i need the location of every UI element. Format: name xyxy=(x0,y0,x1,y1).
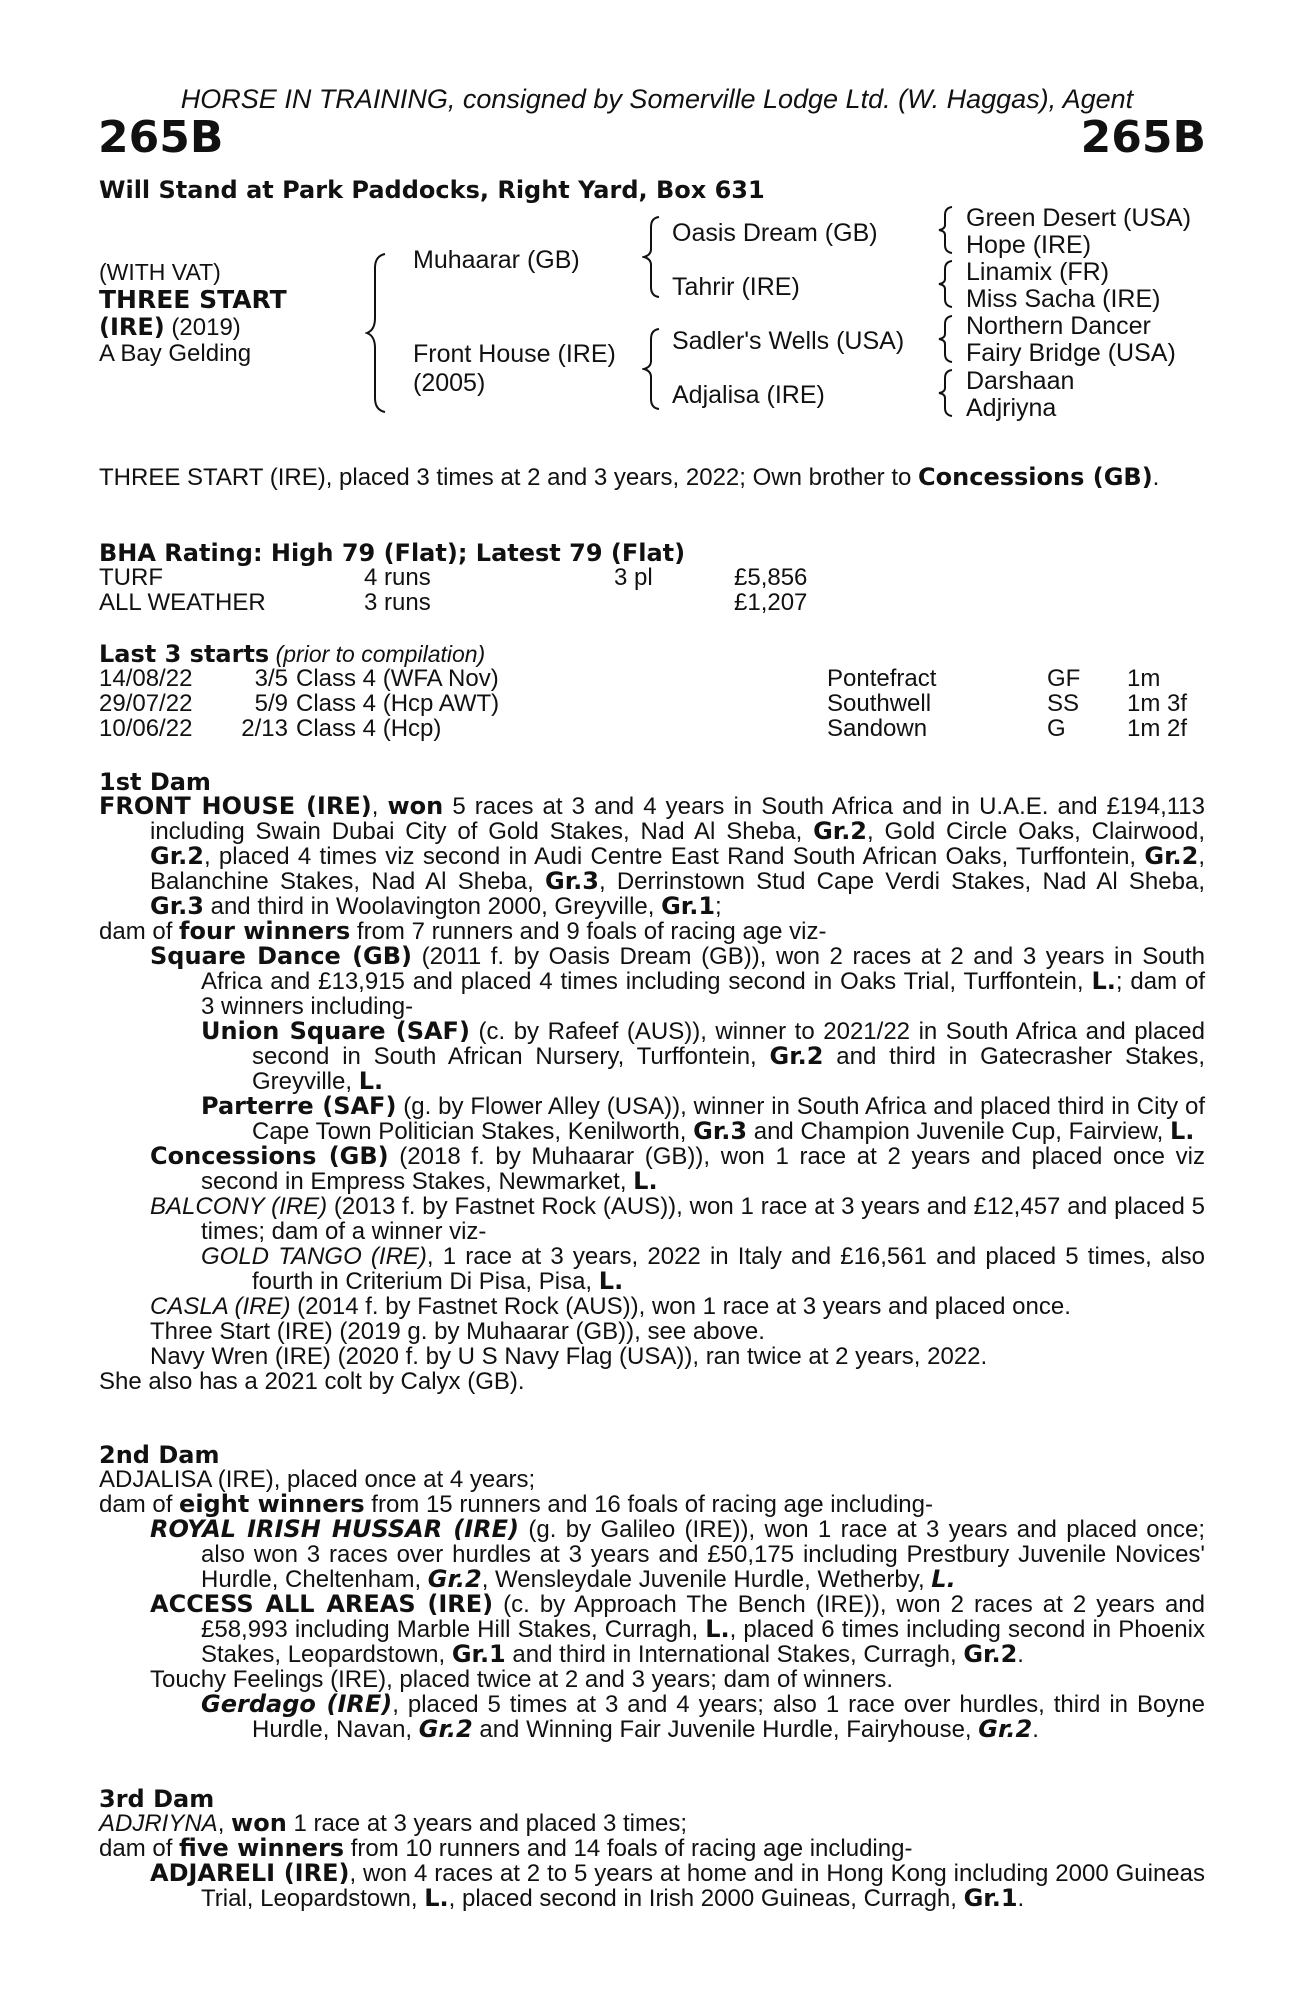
text-run: FRONT HOUSE (IRE) xyxy=(99,792,372,820)
text-run: BALCONY (IRE) xyxy=(150,1193,328,1220)
rating-row xyxy=(99,565,854,590)
third-dam-produce xyxy=(99,1836,1205,1861)
text-run: L. xyxy=(1091,967,1116,995)
progeny-adjareli xyxy=(99,1861,1205,1911)
text-run: won xyxy=(231,1809,287,1837)
second-dam-record xyxy=(99,1467,1205,1492)
text-run: ADJRIYNA xyxy=(99,1810,218,1837)
text-run: Gr.2 xyxy=(978,1715,1033,1743)
pedigree-brace-ds xyxy=(937,314,955,364)
third-dam-section xyxy=(99,1811,1205,1911)
start-going: SS xyxy=(1047,690,1080,717)
progeny-royal-irish-hussar xyxy=(99,1517,1205,1592)
first-dam-record xyxy=(99,794,1205,919)
start-pos: 3/5 xyxy=(254,665,288,692)
text-run: (g. by Flower Alley (USA)), winner in South Africa and placed third in City of Cape Town Politician Stakes, Kenilworth, xyxy=(252,1093,1205,1145)
text-run: L. xyxy=(705,1615,730,1643)
pedigree-dam-sire: Sadler's Wells (USA) xyxy=(672,327,905,355)
text-run: Gr.2 xyxy=(813,817,868,845)
text-run: , placed 4 times viz second in Audi Centre East Rand South African Oaks, Turffontein, xyxy=(203,843,1145,870)
start-cls: Class 4 (WFA Nov) xyxy=(296,665,499,692)
text-run: L. xyxy=(598,1267,624,1295)
text-run: , 1 race at 3 years, 2022 in Italy and £16,561 and placed 5 times, also fourth in Criterium Di Pisa, Pisa, xyxy=(252,1243,1205,1295)
horse-origin-year: (IRE) (2019) xyxy=(99,313,241,341)
start-dist: 1m 3f xyxy=(1127,690,1188,717)
pedigree-brace-main xyxy=(365,252,389,414)
pedigree-dam: Front House (IRE) xyxy=(413,340,616,368)
text-run: . xyxy=(1032,1716,1039,1743)
text-run: Gr.2 xyxy=(769,1042,824,1070)
horse-name: THREE START xyxy=(99,285,287,314)
pedigree-dam-year: (2005) xyxy=(413,369,486,397)
start-date: 14/08/22 xyxy=(99,665,193,692)
rating-placed xyxy=(614,590,734,615)
start-row xyxy=(99,691,1207,716)
rating-runs: 3 runs xyxy=(364,589,431,616)
text-run: and third in Gatecrasher Stakes, Greyville, xyxy=(252,1043,1205,1095)
rating-surface: ALL WEATHER xyxy=(99,589,266,616)
text-run: , placed 5 times at 3 and 4 years; also 1 race over hurdles, third in Boyne Hurdle, Navan, xyxy=(252,1691,1205,1743)
text-run: won xyxy=(387,792,444,820)
start-dist: 1m xyxy=(1127,665,1161,692)
text-run: four winners xyxy=(179,917,351,945)
text-run: CASLA (IRE) xyxy=(150,1293,291,1320)
text-run: L. xyxy=(1169,1117,1195,1145)
pedigree-brace-dam xyxy=(642,327,662,411)
text-run: Square Dance (GB) xyxy=(150,942,413,970)
progeny-navy-wren xyxy=(99,1344,1205,1369)
text-run: (g. by Galileo (IRE)), won 1 race at 3 years and placed once; also won 3 races over hurdles at 3 years and £50,175 including Prestbury Juvenile Novices' Hurdle, Cheltenham, xyxy=(201,1516,1205,1593)
text-run: (2013 f. by Fastnet Rock (AUS)), won 1 race at 3 years and £12,457 and placed 5 times; dam of a winner viz- xyxy=(201,1193,1205,1245)
progeny-concessions xyxy=(99,1144,1205,1194)
text-run: ; xyxy=(715,893,722,920)
pedigree-sdd: Miss Sacha (IRE) xyxy=(966,285,1161,313)
text-run: from 10 runners and 14 foals of racing age including- xyxy=(344,1835,913,1862)
pedigree-brace-dd xyxy=(937,368,955,418)
text-run: 1 race at 3 years and placed 3 times; xyxy=(286,1810,687,1837)
text-run: Gr.1 xyxy=(451,1640,506,1668)
text-run: GOLD TANGO (IRE) xyxy=(201,1243,427,1270)
pedigree-sire: Muhaarar (GB) xyxy=(413,246,580,274)
text-run: L. xyxy=(633,1167,658,1195)
start-row xyxy=(99,666,1207,691)
rating-runs: 4 runs xyxy=(364,564,431,591)
text-run: Gr.3 xyxy=(545,867,599,895)
text-run: . xyxy=(1017,1885,1025,1912)
first-dam-produce xyxy=(99,919,1205,944)
text-run: and Winning Fair Juvenile Hurdle, Fairyhouse, xyxy=(472,1716,979,1743)
pedigree-sire-dam: Tahrir (IRE) xyxy=(672,273,800,301)
text-run: Gerdago (IRE) xyxy=(201,1690,393,1718)
last-starts-title: Last 3 starts (prior to compilation) xyxy=(99,640,486,668)
text-run: . xyxy=(1017,1641,1024,1668)
text-run: She also has a 2021 colt by Calyx (GB). xyxy=(99,1368,525,1395)
first-dam-title: 1st Dam xyxy=(99,768,211,796)
text-run: Navy Wren (IRE) (2020 f. by U S Navy Flag (USA)), ran twice at 2 years, 2022. xyxy=(150,1343,988,1370)
text-run: , Balanchine Stakes, Nad Al Sheba, xyxy=(150,843,1205,895)
start-dist: 1m 2f xyxy=(1127,715,1188,742)
start-cls: Class 4 (Hcp AWT) xyxy=(296,690,500,717)
pedigree-brace-sire xyxy=(642,215,662,299)
text-run: Union Square (SAF) xyxy=(201,1017,470,1045)
rating-money: £5,856 xyxy=(734,564,808,591)
progeny-parterre xyxy=(99,1094,1205,1144)
text-run: Gr.2 xyxy=(1144,842,1199,870)
text-run: Gr.2 xyxy=(963,1640,1018,1668)
text-run: ADJALISA (IRE), placed once at 4 years; xyxy=(99,1466,536,1493)
text-run: Gr.2 xyxy=(150,842,204,870)
start-date: 10/06/22 xyxy=(99,715,193,742)
text-run: Three Start (IRE) (2019 g. by Muhaarar (GB)), see above. xyxy=(150,1318,765,1345)
pedigree-brace-sd xyxy=(937,259,955,309)
second-dam-section xyxy=(99,1467,1205,1742)
start-date: 29/07/22 xyxy=(99,690,193,717)
text-run: ROYAL IRISH HUSSAR (IRE) xyxy=(150,1515,520,1543)
text-run: ; dam of 3 winners including- xyxy=(201,968,1205,1020)
vat-note: (WITH VAT) xyxy=(99,259,221,285)
text-run: five winners xyxy=(179,1834,345,1862)
progeny-access-all-areas xyxy=(99,1592,1205,1667)
text-run: ADJARELI (IRE) xyxy=(150,1859,350,1887)
text-run: , Gold Circle Oaks, Clairwood, xyxy=(867,818,1206,845)
text-run: Parterre (SAF) xyxy=(201,1092,397,1120)
progeny-gerdago xyxy=(99,1692,1205,1742)
text-run: (c. by Approach The Bench (IRE)), won 2 races at 2 years and £58,993 including Marble Hill Stakes, Curragh, xyxy=(201,1591,1206,1643)
pedigree-dds: Darshaan xyxy=(966,367,1075,395)
text-run: dam of xyxy=(99,1491,180,1518)
start-course: Pontefract xyxy=(827,665,937,692)
lot-number-left: 265B xyxy=(98,112,224,163)
pedigree-sss: Green Desert (USA) xyxy=(966,204,1192,232)
horse-description: A Bay Gelding xyxy=(99,340,252,367)
progeny-touchy-feelings xyxy=(99,1667,1205,1692)
start-course: Southwell xyxy=(827,690,932,717)
text-run: , xyxy=(217,1810,232,1837)
text-run: and Champion Juvenile Cup, Fairview, xyxy=(747,1118,1170,1145)
text-run: (2011 f. by Oasis Dream (GB)), won 2 races at 2 and 3 years in South Africa and £13,915 and placed 4 times including second in Oaks Trial, Turffontein, xyxy=(201,943,1205,995)
text-run: Touchy Feelings (IRE), placed twice at 2 and 3 years; dam of winners. xyxy=(150,1666,894,1693)
second-dam-produce xyxy=(99,1492,1205,1517)
start-pos: 2/13 xyxy=(241,715,288,742)
text-run: from 7 runners and 9 foals of racing age viz- xyxy=(350,918,827,945)
text-run: Gr.2 xyxy=(418,1715,473,1743)
pedigree-sire-sire: Oasis Dream (GB) xyxy=(672,219,878,247)
progeny-balcony xyxy=(99,1194,1205,1244)
pedigree-dam-dam: Adjalisa (IRE) xyxy=(672,381,825,409)
text-run: , Derrinstown Stud Cape Verdi Stakes, Nad Al Sheba, xyxy=(598,868,1205,895)
text-run: Concessions (GB) xyxy=(150,1142,389,1170)
third-dam-title: 3rd Dam xyxy=(99,1785,215,1813)
text-run: Gr.1 xyxy=(661,892,716,920)
rating-row xyxy=(99,590,854,615)
pedigree-sds: Linamix (FR) xyxy=(966,258,1110,286)
progeny-casla xyxy=(99,1294,1205,1319)
second-dam-title: 2nd Dam xyxy=(99,1441,220,1469)
first-dam-note xyxy=(99,1369,1205,1394)
text-run: dam of xyxy=(99,918,180,945)
text-run: (2014 f. by Fastnet Rock (AUS)), won 1 race at 3 years and placed once. xyxy=(290,1293,1071,1320)
text-run: ACCESS ALL AREAS (IRE) xyxy=(150,1590,494,1618)
text-run: , placed 6 times including second in Phoenix Stakes, Leopardstown, xyxy=(201,1616,1205,1668)
pedigree-ddd: Adjriyna xyxy=(966,394,1057,422)
pedigree-dss: Northern Dancer xyxy=(966,312,1151,340)
start-going: GF xyxy=(1047,665,1081,692)
rating-table xyxy=(99,565,854,615)
start-pos: 5/9 xyxy=(254,690,288,717)
last-starts-table xyxy=(99,666,1207,741)
race-summary: THREE START (IRE), placed 3 times at 2 and 3 years, 2022; Own brother to Concessions (GB). xyxy=(99,463,1160,491)
text-run: (c. by Rafeef (AUS)), winner to 2021/22 in South Africa and placed second in South African Nursery, Turffontein, xyxy=(252,1018,1205,1070)
start-course: Sandown xyxy=(827,715,928,742)
text-run: eight winners xyxy=(179,1490,365,1518)
progeny-union-square xyxy=(99,1019,1205,1094)
pedigree-ssd: Hope (IRE) xyxy=(966,231,1092,259)
rating-placed: 3 pl xyxy=(614,564,653,591)
rating-money: £1,207 xyxy=(734,589,808,616)
text-run: dam of xyxy=(99,1835,180,1862)
third-dam-record xyxy=(99,1811,1205,1836)
text-run: L. xyxy=(358,1067,384,1095)
bha-rating: BHA Rating: High 79 (Flat); Latest 79 (Flat) xyxy=(99,539,686,567)
start-row xyxy=(99,716,1207,741)
text-run: , placed second in Irish 2000 Guineas, Curragh, xyxy=(448,1885,964,1912)
text-run: , xyxy=(371,793,388,820)
rating-surface: TURF xyxy=(99,564,163,591)
first-dam-section xyxy=(99,794,1205,1394)
progeny-gold-tango xyxy=(99,1244,1205,1294)
text-run: (2018 f. by Muhaarar (GB)), won 1 race at 2 years and placed once viz second in Empress Stakes, Newmarket, xyxy=(201,1143,1206,1195)
progeny-three-start xyxy=(99,1319,1205,1344)
text-run: and third in International Stakes, Curragh, xyxy=(505,1641,964,1668)
start-cls: Class 4 (Hcp) xyxy=(296,715,442,742)
text-run: L. xyxy=(424,1884,449,1912)
text-run: Gr.3 xyxy=(693,1117,748,1145)
progeny-square-dance xyxy=(99,944,1205,1019)
text-run: and third in Woolavington 2000, Greyville, xyxy=(203,893,662,920)
text-run: Gr.1 xyxy=(963,1884,1018,1912)
text-run: 5 races at 3 and 4 years in South Africa and in U.A.E. and £194,113 including Swain Dubai City of Gold Stakes, Nad Al Sheba, xyxy=(150,793,1205,845)
text-run: from 15 runners and 16 foals of racing age including- xyxy=(364,1491,933,1518)
pedigree-dsd: Fairy Bridge (USA) xyxy=(966,339,1176,367)
text-run: Gr.2 xyxy=(427,1565,482,1593)
consignor-header: HORSE IN TRAINING, consigned by Somerville Lodge Ltd. (W. Haggas), Agent xyxy=(180,84,1134,114)
text-run: Gr.3 xyxy=(150,892,204,920)
pedigree-brace-ss xyxy=(937,205,955,255)
text-run: , Wensleydale Juvenile Hurdle, Wetherby, xyxy=(481,1566,932,1593)
text-run: , won 4 races at 2 to 5 years at home and in Hong Kong including 2000 Guineas Trial, Leopardstown, xyxy=(201,1860,1205,1912)
start-going: G xyxy=(1047,715,1066,742)
text-run: L. xyxy=(931,1565,956,1593)
lot-number-right: 265B xyxy=(1080,112,1206,163)
stand-location: Will Stand at Park Paddocks, Right Yard, Box 631 xyxy=(99,176,765,204)
